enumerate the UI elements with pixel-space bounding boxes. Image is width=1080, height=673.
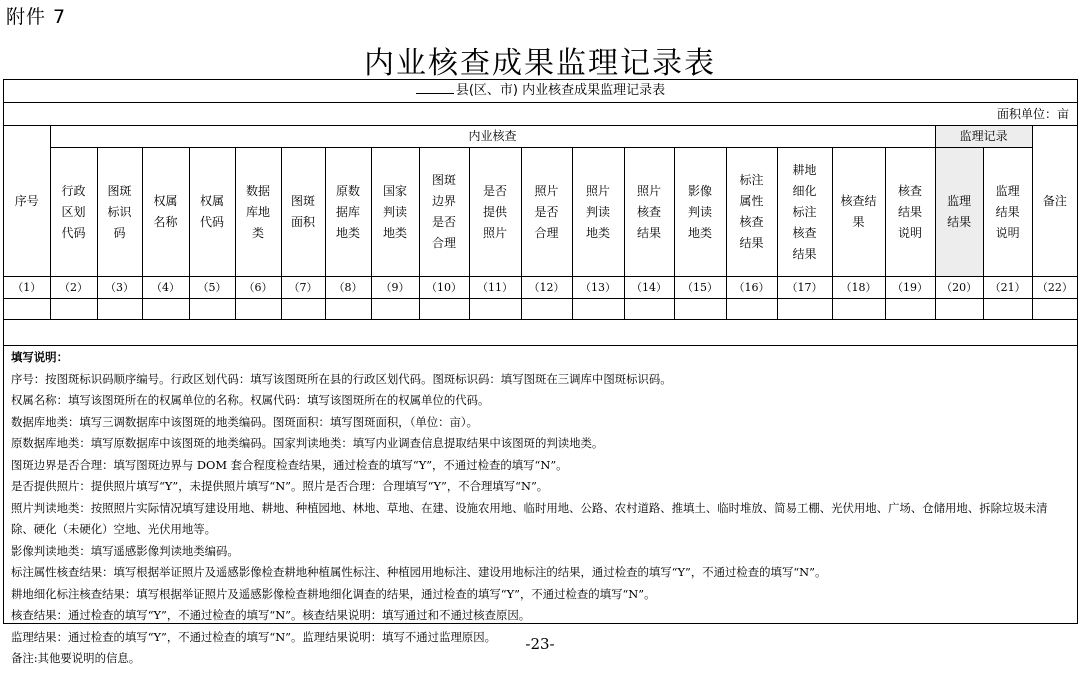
col-number: （21） [983,277,1032,299]
col-header-1: 序号 [4,126,50,277]
col-number: （13） [572,277,624,299]
page-title: 内业核查成果监理记录表 [364,46,716,81]
group-supervision-record: 监理记录 [935,126,1032,148]
col-number: （16） [726,277,777,299]
col-number: （20） [935,277,983,299]
col-header-4: 权属名称 [142,148,189,277]
table-cell[interactable] [521,299,572,320]
instruction-line: 影像判读地类：填写遥感影像判读地类编码。 [11,543,239,558]
county-blank-line [416,80,454,94]
table-cell[interactable] [674,299,726,320]
table-row [4,299,1077,320]
col-header-16: 标注属性核查结果 [726,148,777,277]
table-cell[interactable] [885,299,935,320]
col-number: （7） [281,277,325,299]
col-header-12: 照片是否合理 [521,148,572,277]
table-cell[interactable] [726,299,777,320]
col-number: （18） [832,277,885,299]
col-number: （12） [521,277,572,299]
col-number: （8） [325,277,371,299]
table-cell[interactable] [371,299,419,320]
table-cell[interactable] [142,299,189,320]
col-header-17: 耕地细化标注核查结果 [777,148,832,277]
page-number: -23- [525,635,555,653]
col-number: （5） [189,277,235,299]
instruction-line: 权属名称：填写该图斑所在的权属单位的名称。权属代码：填写该图斑所在的权属单位的代码。 [11,393,490,407]
instruction-line: 耕地细化标注核查结果：填写根据举证照片及遥感影像检查耕地细化调查的结果，通过检查的填写“Y”，不通过检查的填写“N”。 [11,586,656,601]
table-cell[interactable] [235,299,281,320]
instruction-line: 图斑边界是否合理：填写图斑边界与 DOM 套合程度检查结果，通过检查的填写“Y”，不通过检查的填写“N”。 [11,457,568,472]
column-number-row [4,277,1077,299]
col-header-8: 原数据库地类 [325,148,371,277]
col-header-6: 数据库地类 [235,148,281,277]
col-header-11: 是否提供照片 [469,148,521,277]
table-cell[interactable] [97,299,142,320]
instruction-line: 是否提供照片：提供照片填写“Y”，未提供照片填写“N”。照片是否合理：合理填写“Y”，不合理填写“N”。 [11,479,549,493]
instruction-line: 数据库地类：填写三调数据库中该图斑的地类编码。图斑面积：填写图斑面积，（单位：亩）。 [11,414,479,429]
col-header-7: 图斑面积 [281,148,325,277]
col-header-21: 监理结果说明 [983,148,1032,277]
table-cell[interactable] [572,299,624,320]
instruction-line: 序号：按图斑标识码顺序编号。行政区划代码：填写该图斑所在县的行政区划代码。图斑标识码：填写图斑在三调库中图斑标识码。 [11,371,672,386]
record-table [4,126,1077,320]
col-number: （6） [235,277,281,299]
table-cell[interactable] [832,299,885,320]
table-cell[interactable] [777,299,832,320]
instruction-line: 核查结果：通过检查的填写“Y”，不通过检查的填写“N”。核查结果说明：填写通过和不通过核查原因。 [11,608,531,622]
instruction-line: 原数据库地类：填写原数据库中该图斑的地类编码。国家判读地类：填写内业调查信息提取结果中该图斑的判读地类。 [11,436,604,450]
group-inner-check: 内业核查 [50,126,935,148]
col-header-13: 照片判读地类 [572,148,624,277]
table-cell[interactable] [281,299,325,320]
area-unit: 面积单位：亩 [4,103,1077,126]
col-number: （3） [97,277,142,299]
table-cell[interactable] [983,299,1032,320]
col-number: （11） [469,277,521,299]
instructions-header: 填写说明： [11,350,68,364]
record-table-frame [3,79,1078,665]
col-header-15: 影像判读地类 [674,148,726,277]
table-cell[interactable] [935,299,983,320]
col-header-10: 图斑边界是否合理 [419,148,469,277]
col-header-5: 权属代码 [189,148,235,277]
col-number: （19） [885,277,935,299]
col-number: （17） [777,277,832,299]
table-cell[interactable] [4,299,50,320]
instruction-line: 标注属性核查结果：填写根据举证照片及遥感影像检查耕地种植属性标注、种植园用地标注、建设用地标注的结果，通过检查的填写“Y”，不通过检查的填写“N”。 [11,565,827,579]
table-cell[interactable] [624,299,674,320]
col-header-18: 核查结果 [832,148,885,277]
col-header-14: 照片核查结果 [624,148,674,277]
col-number: （4） [142,277,189,299]
table-cell[interactable] [50,299,97,320]
col-number: （10） [419,277,469,299]
col-number: （1） [4,277,50,299]
table-subtitle-text: 县(区、市) 内业核查成果监理记录表 [455,83,666,98]
instruction-line: 照片判读地类：按照照片实际情况填写建设用地、耕地、种植园地、林地、草地、在建、设施农用地、临时用地、公路、农村道路、推填土、临时堆放、简易工棚、光伏用地、广场、仓储用地、拆除垃圾未清除、硬化（未硬化）空地、光伏用地等。 [11,500,1048,536]
table-cell[interactable] [189,299,235,320]
col-number: （15） [674,277,726,299]
col-number: （9） [371,277,419,299]
col-header-19: 核查结果说明 [885,148,935,277]
table-cell[interactable] [419,299,469,320]
col-header-3: 图斑标识码 [97,148,142,277]
col-number: （14） [624,277,674,299]
col-number: （22） [1032,277,1077,299]
col-number: （2） [50,277,97,299]
table-cell[interactable] [1032,299,1077,320]
table-cell[interactable] [469,299,521,320]
table-cell[interactable] [325,299,371,320]
instruction-line: 备注:其他要说明的信息。 [11,651,141,665]
attachment-label: 附件 7 [6,6,67,28]
col-header-9: 国家判读地类 [371,148,419,277]
col-header-22: 备注 [1032,126,1077,277]
col-header-20: 监理结果 [935,148,983,277]
table-subtitle [4,80,1077,103]
col-header-2: 行政区划代码 [50,148,97,277]
instruction-line: 监理结果：通过检查的填写“Y”，不通过检查的填写“N”。监理结果说明：填写不通过监理原因。 [11,629,497,644]
